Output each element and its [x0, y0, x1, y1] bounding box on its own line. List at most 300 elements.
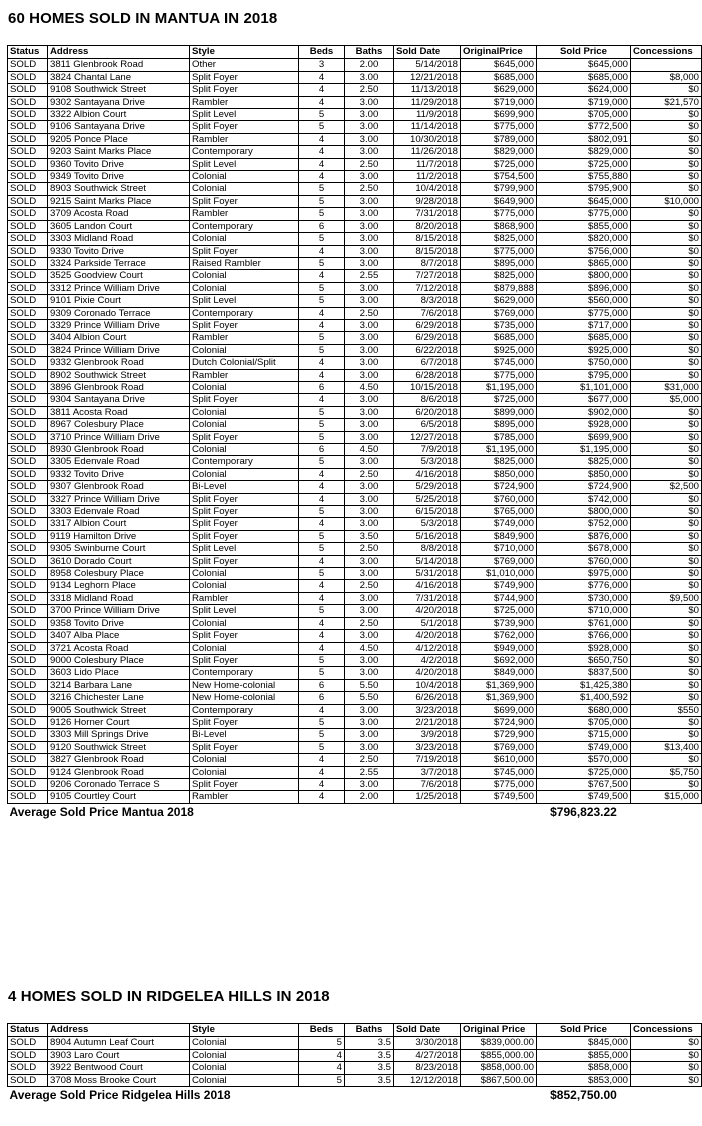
cell-status: SOLD: [8, 630, 48, 642]
cell-address: 3216 Chichester Lane: [48, 692, 190, 704]
cell-sold-date: 7/12/2018: [394, 282, 461, 294]
cell-sold-price: $1,101,000: [537, 381, 631, 393]
cell-original-price: $610,000: [461, 754, 537, 766]
cell-address: 3605 Landon Court: [48, 220, 190, 232]
cell-sold-date: 11/26/2018: [394, 146, 461, 158]
cell-original-price: $745,000: [461, 766, 537, 778]
cell-status: SOLD: [8, 121, 48, 133]
cell-concessions: $0: [631, 245, 702, 257]
cell-address: 9330 Tovito Drive: [48, 245, 190, 257]
cell-address: 8903 Southwick Street: [48, 183, 190, 195]
cell-status: SOLD: [8, 195, 48, 207]
cell-address: 3824 Prince William Drive: [48, 344, 190, 356]
cell-original-price: $1,369,900: [461, 679, 537, 691]
cell-style: Colonial: [190, 381, 299, 393]
table-row: [8, 754, 702, 766]
cell-baths: 3.00: [345, 133, 394, 145]
cell-beds: 4: [299, 1062, 345, 1074]
cell-status: SOLD: [8, 319, 48, 331]
cell-style: Split Foyer: [190, 555, 299, 567]
cell-original-price: $735,000: [461, 319, 537, 331]
cell-baths: 2.50: [345, 754, 394, 766]
cell-sold-price: $624,000: [537, 84, 631, 96]
cell-sold-price: $570,000: [537, 754, 631, 766]
cell-sold-date: 7/9/2018: [394, 444, 461, 456]
cell-address: 9124 Glenbrook Road: [48, 766, 190, 778]
cell-concessions: $0: [631, 257, 702, 269]
cell-status: SOLD: [8, 332, 48, 344]
cell-beds: 5: [299, 1037, 345, 1049]
cell-sold-date: 3/23/2018: [394, 741, 461, 753]
cell-baths: 3.00: [345, 592, 394, 604]
cell-status: SOLD: [8, 704, 48, 716]
cell-beds: 5: [299, 729, 345, 741]
header-style: Style: [190, 1024, 299, 1037]
cell-baths: 3.00: [345, 295, 394, 307]
cell-style: Split Foyer: [190, 245, 299, 257]
cell-concessions: $0: [631, 506, 702, 518]
cell-status: SOLD: [8, 444, 48, 456]
cell-sold-date: 6/20/2018: [394, 406, 461, 418]
cell-status: SOLD: [8, 481, 48, 493]
cell-baths: 3.00: [345, 208, 394, 220]
cell-style: Colonial: [190, 642, 299, 654]
table-row: [8, 543, 702, 555]
cell-sold-price: $752,000: [537, 518, 631, 530]
table-row: [8, 679, 702, 691]
cell-status: SOLD: [8, 741, 48, 753]
cell-sold-date: 6/22/2018: [394, 344, 461, 356]
cell-baths: 2.50: [345, 580, 394, 592]
cell-style: Colonial: [190, 1062, 299, 1074]
cell-sold-price: $724,900: [537, 481, 631, 493]
average-label: Average Sold Price Ridgelea Hills 2018: [9, 1088, 231, 1103]
cell-concessions: $0: [631, 158, 702, 170]
table-row: [8, 468, 702, 480]
cell-baths: 3.5: [345, 1062, 394, 1074]
cell-status: SOLD: [8, 71, 48, 83]
cell-original-price: $895,000: [461, 419, 537, 431]
cell-address: 9126 Horner Court: [48, 716, 190, 728]
cell-sold-date: 3/7/2018: [394, 766, 461, 778]
cell-baths: 3.00: [345, 71, 394, 83]
cell-beds: 5: [299, 741, 345, 753]
cell-address: 9106 Santayana Drive: [48, 121, 190, 133]
cell-sold-date: 3/30/2018: [394, 1037, 461, 1049]
cell-baths: 3.00: [345, 704, 394, 716]
cell-baths: 3.00: [345, 431, 394, 443]
cell-sold-date: 4/16/2018: [394, 580, 461, 592]
table-row: [8, 84, 702, 96]
table-row: [8, 592, 702, 604]
cell-beds: 4: [299, 754, 345, 766]
cell-beds: 4: [299, 84, 345, 96]
cell-status: SOLD: [8, 133, 48, 145]
cell-status: SOLD: [8, 667, 48, 679]
cell-address: 9206 Coronado Terrace S: [48, 778, 190, 790]
cell-address: 9205 Ponce Place: [48, 133, 190, 145]
cell-sold-price: $855,000: [537, 1049, 631, 1061]
cell-beds: 5: [299, 605, 345, 617]
cell-status: SOLD: [8, 506, 48, 518]
cell-sold-date: 10/4/2018: [394, 679, 461, 691]
cell-style: Split Level: [190, 605, 299, 617]
table-row: [8, 332, 702, 344]
cell-sold-date: 4/20/2018: [394, 605, 461, 617]
table-row: [8, 270, 702, 282]
cell-original-price: $858,000.00: [461, 1062, 537, 1074]
cell-concessions: $0: [631, 171, 702, 183]
cell-baths: 3.50: [345, 530, 394, 542]
table-row: [8, 419, 702, 431]
cell-concessions: $2,500: [631, 481, 702, 493]
cell-concessions: $5,750: [631, 766, 702, 778]
cell-baths: 3.5: [345, 1074, 394, 1086]
cell-status: SOLD: [8, 605, 48, 617]
cell-baths: 3.00: [345, 369, 394, 381]
cell-original-price: $645,000: [461, 59, 537, 71]
cell-address: 9349 Tovito Drive: [48, 171, 190, 183]
table-row: [8, 444, 702, 456]
cell-original-price: $769,000: [461, 555, 537, 567]
cell-beds: 4: [299, 617, 345, 629]
cell-concessions: $0: [631, 109, 702, 121]
cell-original-price: $949,000: [461, 642, 537, 654]
cell-style: Contemporary: [190, 146, 299, 158]
cell-beds: 4: [299, 319, 345, 331]
cell-status: SOLD: [8, 394, 48, 406]
cell-original-price: $629,000: [461, 295, 537, 307]
cell-sold-date: 5/29/2018: [394, 481, 461, 493]
header-address: Address: [48, 46, 190, 59]
cell-original-price: $725,000: [461, 605, 537, 617]
cell-baths: 3.00: [345, 778, 394, 790]
cell-concessions: $0: [631, 419, 702, 431]
cell-concessions: $15,000: [631, 791, 702, 803]
cell-style: Contemporary: [190, 704, 299, 716]
cell-original-price: $895,000: [461, 257, 537, 269]
cell-address: 9304 Santayana Drive: [48, 394, 190, 406]
cell-status: SOLD: [8, 84, 48, 96]
cell-sold-price: $742,000: [537, 493, 631, 505]
cell-style: Rambler: [190, 208, 299, 220]
cell-concessions: $0: [631, 605, 702, 617]
cell-original-price: $825,000: [461, 270, 537, 282]
table-row: [8, 481, 702, 493]
cell-beds: 4: [299, 704, 345, 716]
cell-sold-price: $928,000: [537, 419, 631, 431]
cell-sold-price: $1,195,000: [537, 444, 631, 456]
cell-status: SOLD: [8, 419, 48, 431]
cell-address: 9000 Colesbury Place: [48, 654, 190, 666]
cell-sold-price: $845,000: [537, 1037, 631, 1049]
table-row: [8, 654, 702, 666]
table-row: [8, 109, 702, 121]
cell-sold-date: 8/8/2018: [394, 543, 461, 555]
cell-style: Rambler: [190, 133, 299, 145]
cell-status: SOLD: [8, 592, 48, 604]
cell-style: Contemporary: [190, 456, 299, 468]
cell-style: Rambler: [190, 332, 299, 344]
cell-concessions: $0: [631, 493, 702, 505]
cell-style: Rambler: [190, 791, 299, 803]
cell-concessions: $0: [631, 208, 702, 220]
cell-beds: 4: [299, 71, 345, 83]
cell-sold-price: $1,400,592: [537, 692, 631, 704]
cell-status: SOLD: [8, 766, 48, 778]
cell-address: 3603 Lido Place: [48, 667, 190, 679]
cell-style: Split Foyer: [190, 716, 299, 728]
cell-style: Split Level: [190, 109, 299, 121]
cell-address: 3903 Laro Court: [48, 1049, 190, 1061]
cell-original-price: $760,000: [461, 493, 537, 505]
cell-sold-price: $685,000: [537, 71, 631, 83]
cell-style: Colonial: [190, 766, 299, 778]
cell-baths: 3.00: [345, 121, 394, 133]
cell-original-price: $769,000: [461, 741, 537, 753]
table-row: [8, 1037, 702, 1049]
cell-baths: 3.00: [345, 481, 394, 493]
cell-beds: 4: [299, 766, 345, 778]
cell-style: Colonial: [190, 754, 299, 766]
cell-address: 3610 Dorado Court: [48, 555, 190, 567]
cell-status: SOLD: [8, 158, 48, 170]
cell-beds: 5: [299, 257, 345, 269]
cell-sold-date: 1/25/2018: [394, 791, 461, 803]
cell-baths: 3.00: [345, 506, 394, 518]
table-row: [8, 741, 702, 753]
cell-address: 3710 Prince William Drive: [48, 431, 190, 443]
cell-baths: 2.00: [345, 59, 394, 71]
table-row: [8, 1074, 702, 1086]
cell-style: Split Foyer: [190, 530, 299, 542]
cell-style: Colonial: [190, 406, 299, 418]
cell-address: 3329 Prince William Drive: [48, 319, 190, 331]
cell-concessions: $0: [631, 1037, 702, 1049]
cell-sold-price: $710,000: [537, 605, 631, 617]
cell-baths: 3.00: [345, 741, 394, 753]
cell-sold-date: 7/31/2018: [394, 208, 461, 220]
cell-address: 3811 Glenbrook Road: [48, 59, 190, 71]
cell-style: Contemporary: [190, 307, 299, 319]
cell-beds: 6: [299, 220, 345, 232]
cell-beds: 5: [299, 530, 345, 542]
cell-status: SOLD: [8, 146, 48, 158]
header-beds: Beds: [299, 46, 345, 59]
cell-concessions: $0: [631, 319, 702, 331]
cell-original-price: $775,000: [461, 778, 537, 790]
cell-original-price: $692,000: [461, 654, 537, 666]
cell-baths: 3.00: [345, 630, 394, 642]
cell-style: Bi-Level: [190, 481, 299, 493]
cell-status: SOLD: [8, 692, 48, 704]
cell-style: Colonial: [190, 1037, 299, 1049]
cell-sold-date: 5/14/2018: [394, 59, 461, 71]
cell-concessions: $8,000: [631, 71, 702, 83]
cell-status: SOLD: [8, 568, 48, 580]
table-header-row: [8, 1024, 702, 1037]
table-row: [8, 431, 702, 443]
cell-concessions: $10,000: [631, 195, 702, 207]
cell-beds: 4: [299, 133, 345, 145]
table-row: [8, 245, 702, 257]
cell-style: Rambler: [190, 592, 299, 604]
cell-beds: 4: [299, 369, 345, 381]
cell-address: 3700 Prince William Drive: [48, 605, 190, 617]
cell-style: New Home-colonial: [190, 692, 299, 704]
cell-original-price: $749,900: [461, 580, 537, 592]
cell-sold-price: $850,000: [537, 468, 631, 480]
cell-status: SOLD: [8, 580, 48, 592]
table-row: [8, 406, 702, 418]
cell-address: 9108 Southwick Street: [48, 84, 190, 96]
cell-baths: 3.00: [345, 493, 394, 505]
table-row: [8, 357, 702, 369]
table-row: [8, 791, 702, 803]
cell-sold-price: $685,000: [537, 332, 631, 344]
cell-baths: 2.50: [345, 84, 394, 96]
cell-address: 9120 Southwick Street: [48, 741, 190, 753]
cell-sold-date: 6/15/2018: [394, 506, 461, 518]
cell-sold-price: $715,000: [537, 729, 631, 741]
cell-original-price: $868,900: [461, 220, 537, 232]
cell-concessions: $0: [631, 543, 702, 555]
cell-baths: 3.00: [345, 654, 394, 666]
table-row: [8, 692, 702, 704]
cell-concessions: $5,000: [631, 394, 702, 406]
cell-sold-date: 4/20/2018: [394, 630, 461, 642]
header-concessions: Concessions: [631, 46, 702, 59]
table-row: [8, 171, 702, 183]
cell-original-price: $724,900: [461, 481, 537, 493]
cell-status: SOLD: [8, 245, 48, 257]
cell-style: New Home-colonial: [190, 679, 299, 691]
cell-sold-price: $858,000: [537, 1062, 631, 1074]
cell-status: SOLD: [8, 654, 48, 666]
header-sold-price: Sold Price: [537, 46, 631, 59]
cell-original-price: $775,000: [461, 121, 537, 133]
cell-address: 9134 Leghorn Place: [48, 580, 190, 592]
cell-status: SOLD: [8, 220, 48, 232]
header-concessions: Concessions: [631, 1024, 702, 1037]
cell-concessions: $550: [631, 704, 702, 716]
cell-sold-price: $766,000: [537, 630, 631, 642]
cell-concessions: $0: [631, 555, 702, 567]
cell-baths: 3.00: [345, 282, 394, 294]
cell-baths: 3.00: [345, 605, 394, 617]
cell-sold-price: $902,000: [537, 406, 631, 418]
header-baths: Baths: [345, 1024, 394, 1037]
cell-address: 9203 Saint Marks Place: [48, 146, 190, 158]
cell-sold-date: 5/25/2018: [394, 493, 461, 505]
cell-beds: 5: [299, 208, 345, 220]
cell-sold-price: $680,000: [537, 704, 631, 716]
cell-baths: 2.50: [345, 307, 394, 319]
cell-original-price: $1,010,000: [461, 568, 537, 580]
cell-status: SOLD: [8, 171, 48, 183]
cell-beds: 4: [299, 791, 345, 803]
cell-sold-price: $645,000: [537, 59, 631, 71]
cell-sold-date: 11/9/2018: [394, 109, 461, 121]
cell-sold-price: $800,000: [537, 506, 631, 518]
cell-original-price: $849,900: [461, 530, 537, 542]
cell-style: Bi-Level: [190, 729, 299, 741]
cell-original-price: $749,000: [461, 518, 537, 530]
average-row: [8, 1087, 702, 1104]
table-row: [8, 605, 702, 617]
cell-concessions: $0: [631, 1074, 702, 1086]
cell-original-price: $849,000: [461, 667, 537, 679]
cell-sold-price: $750,000: [537, 357, 631, 369]
cell-baths: 3.00: [345, 667, 394, 679]
cell-style: Colonial: [190, 444, 299, 456]
cell-concessions: $21,570: [631, 96, 702, 108]
cell-baths: 2.55: [345, 270, 394, 282]
cell-beds: 4: [299, 555, 345, 567]
cell-address: 3318 Midland Road: [48, 592, 190, 604]
cell-address: 9309 Coronado Terrace: [48, 307, 190, 319]
cell-beds: 6: [299, 679, 345, 691]
cell-sold-date: 7/6/2018: [394, 778, 461, 790]
cell-style: Other: [190, 59, 299, 71]
cell-address: 9332 Tovito Drive: [48, 468, 190, 480]
cell-sold-date: 7/31/2018: [394, 592, 461, 604]
cell-address: 3303 Edenvale Road: [48, 506, 190, 518]
table-row: [8, 1062, 702, 1074]
cell-beds: 5: [299, 282, 345, 294]
cell-concessions: $0: [631, 431, 702, 443]
cell-baths: 3.00: [345, 394, 394, 406]
cell-style: Rambler: [190, 96, 299, 108]
cell-address: 3709 Acosta Road: [48, 208, 190, 220]
cell-address: 3317 Albion Court: [48, 518, 190, 530]
cell-sold-price: $560,000: [537, 295, 631, 307]
cell-original-price: $685,000: [461, 332, 537, 344]
cell-sold-date: 10/15/2018: [394, 381, 461, 393]
table-row: [8, 568, 702, 580]
cell-sold-price: $756,000: [537, 245, 631, 257]
cell-concessions: $0: [631, 121, 702, 133]
cell-beds: 4: [299, 307, 345, 319]
table-row: [8, 158, 702, 170]
cell-address: 8904 Autumn Leaf Court: [48, 1037, 190, 1049]
cell-sold-date: 4/12/2018: [394, 642, 461, 654]
cell-status: SOLD: [8, 679, 48, 691]
cell-baths: 3.00: [345, 245, 394, 257]
cell-style: Colonial: [190, 270, 299, 282]
header-baths: Baths: [345, 46, 394, 59]
cell-beds: 5: [299, 332, 345, 344]
cell-sold-price: $800,000: [537, 270, 631, 282]
cell-style: Split Foyer: [190, 506, 299, 518]
cell-sold-price: $876,000: [537, 530, 631, 542]
header-original-price: Original Price: [461, 1024, 537, 1037]
cell-concessions: $0: [631, 679, 702, 691]
cell-original-price: $925,000: [461, 344, 537, 356]
cell-style: Split Foyer: [190, 654, 299, 666]
cell-style: Colonial: [190, 233, 299, 245]
cell-sold-price: $719,000: [537, 96, 631, 108]
cell-sold-price: $730,000: [537, 592, 631, 604]
header-sold-date: Sold Date: [394, 46, 461, 59]
average-label: Average Sold Price Mantua 2018: [9, 804, 194, 819]
cell-original-price: $749,500: [461, 791, 537, 803]
cell-status: SOLD: [8, 282, 48, 294]
cell-concessions: $0: [631, 754, 702, 766]
cell-style: Split Foyer: [190, 630, 299, 642]
cell-baths: 2.00: [345, 791, 394, 803]
cell-beds: 5: [299, 295, 345, 307]
